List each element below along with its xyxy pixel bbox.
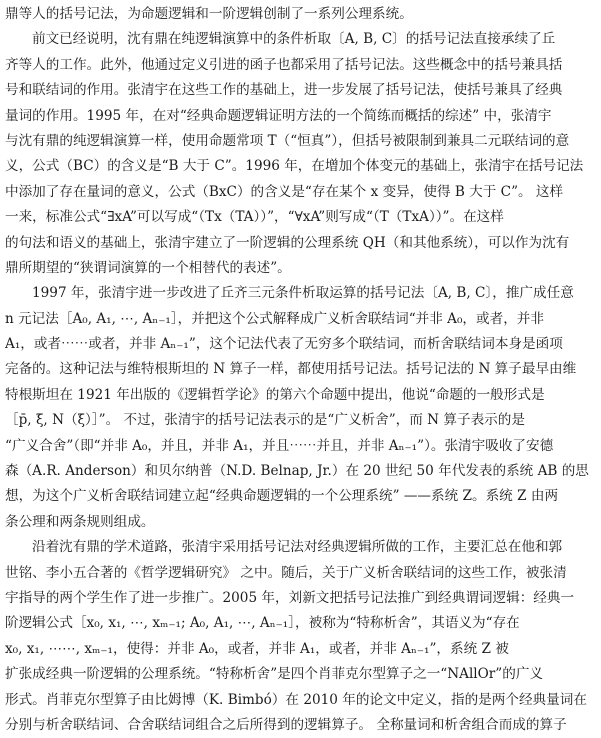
paragraph-shen-youding-bracket-notation <box>5 27 597 281</box>
text-line: “广义合舍”（即“并非 A₀，并且，并非 A₁，并且⋯⋯并且，并非 Aₙ₋₁”）。张清宇吸收了安德 <box>5 437 554 454</box>
text-line: 想，为这个广义析舍联结词建立起“经典命题逻辑的一个公理系统” ——系统 Z。系统 Z 由两 <box>5 488 559 505</box>
text-line: 特根斯坦在 1921 年出版的《逻辑哲学论》的第六个命题中提出，他说“命题的一般形式是 <box>5 386 545 403</box>
text-line: 与沈有鼎的纯逻辑演算一样，使用命题常项 T（“恒真”），但括号被限制到兼具二元联结词的意 <box>5 132 570 149</box>
text-line: 完备的。这种记法与维特根斯坦的 N 算子一样，都使用括号记法。括号记法的 N 算子最早由维 <box>5 361 577 378</box>
text-line: n 元记法［A₀, A₁, ⋯, Aₙ₋₁］，并把这个公式解释成广义析舍联结词“并非 A₀，或者，并非 <box>5 310 544 327</box>
text-line: ［p̄, ξ̄, N（ξ̄）］”。 不过，张清宇的括号记法表示的是“广义析舍”，而 N 算子表示的是 <box>5 412 525 429</box>
text-line: 一来，标准公式“∃xA”可以写成“（Tx（TA））”，“∀xA”则写成“（T（TxA））”。在这样 <box>5 209 504 226</box>
text-line: 量词的作用。1995 年，在对“经典命题逻辑证明方法的一个简练而概括的综述” 中，张清宇 <box>5 107 552 124</box>
paragraph-1997-generalized-notation <box>5 281 597 535</box>
text-line: 世铭、李小五合著的《哲学逻辑研究》 之中。随后，关于广义析舍联结词的这些工作，被张清 <box>5 564 567 581</box>
paragraph-further-generalization <box>5 535 597 738</box>
text-line: 义，公式（BC）的含义是“B 大于 C”。1996 年，在增加个体变元的基础上，张清宇在括号记法 <box>5 158 584 175</box>
text-line: 鼎等人的括号记法，为命题逻辑和一阶逻辑创制了一系列公理系统。 <box>5 6 413 22</box>
text-line: 1997 年，张清宇进一步改进了丘齐三元条件析取运算的括号记法〔A, B, C〕，推广成任意 <box>32 285 574 302</box>
text-line: x₀, x₁, ⋯⋯, xₘ₋₁，使得：并非 A₀，或者，并非 A₁，或者，并非 Aₙ₋₁”，系统 Z 被 <box>5 640 509 657</box>
text-line: 齐等人的工作。此外，他通过定义引进的函子也都采用了括号记法。这些概念中的括号兼具括 <box>5 56 563 73</box>
text-line: 鼎所期望的“狭谓词演算的一个相替代的表述”。 <box>5 259 291 276</box>
text-line: 号和联结词的作用。张清宇在这些工作的基础上，进一步发展了括号记法，使括号兼具了经典 <box>5 82 563 99</box>
text-line: 分别与析舍联结词、合舍联结词组合之后所得到的逻辑算子。 全称量词和析舍组合而成的算子 <box>5 716 567 733</box>
text-line: 条公理和两条规则组成。 <box>5 513 155 530</box>
text-line: 前文已经说明，沈有鼎在纯逻辑演算中的条件析取〔A, B, C〕的括号记法直接承续了丘 <box>32 31 556 48</box>
text-line: 扩张成经典一阶逻辑的公理系统。“特称析舍”是四个肖菲克尔型算子之一“NAllOr”的广义 <box>5 666 544 683</box>
text-line: 形式。肖菲克尔型算子由比姆博（K. Bimbó）在 2010 年的论文中定义，指的是两个经典量词在 <box>5 691 587 708</box>
text-line: 沿着沈有鼎的学术道路，张清宇采用括号记法对经典逻辑所做的工作，主要汇总在他和郭 <box>32 539 563 556</box>
paragraph-continuation <box>5 2 597 27</box>
text-line: 森（A.R. Anderson）和贝尔纳普（N.D. Belnap, Jr.）在 20 世纪 50 年代发表的系统 AB 的思 <box>5 463 589 480</box>
text-line: 宇指导的两个学生作了进一步推广。2005 年，刘新文把括号记法推广到经典谓词逻辑：经典一 <box>5 589 575 606</box>
text-line: 的句法和语义的基础上，张清宇建立了一阶逻辑的公理系统 QH（和其他系统），可以作为沈有 <box>5 234 570 251</box>
text-line: 中添加了存在量词的意义，公式（BxC）的含义是“存在某个 x 变异，使得 B 大于 C”。 这样 <box>5 183 564 200</box>
text-line: A₁，或者⋯⋯或者，并非 Aₙ₋₁”，这个记法代表了无穷多个联结词，而析舍联结词本身是函项 <box>5 336 563 353</box>
text-line: 阶逻辑公式［x₀, x₁, ⋯, xₘ₋₁; A₀, A₁, ⋯, Aₙ₋₁］，被称为“特称析舍”，其语义为“存在 <box>5 615 520 632</box>
